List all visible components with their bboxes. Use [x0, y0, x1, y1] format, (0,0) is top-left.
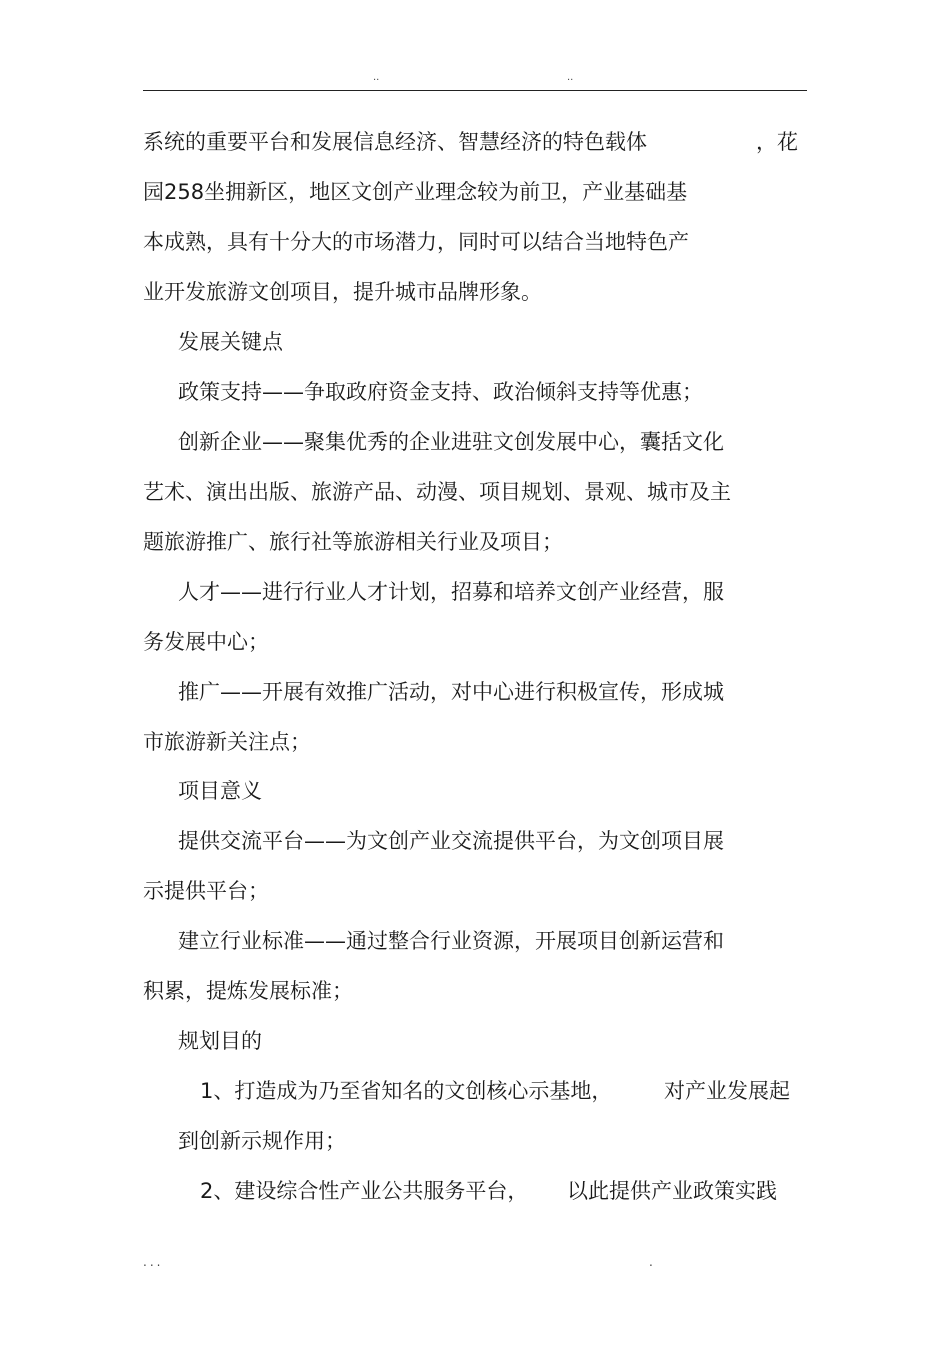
paragraph-line: 提供交流平台——为文创产业交流提供平台，为文创项目展 — [178, 829, 724, 853]
list-item-line: 到创新示规作用； — [178, 1129, 346, 1153]
line-text: 系统的重要平台和发展信息经济、智慧经济的特色载体 — [143, 130, 647, 154]
section-heading: 发展关键点 — [178, 330, 283, 354]
paragraph-line: 创新企业——聚集优秀的企业进驻文创发展中心，囊括文化 — [178, 430, 724, 454]
paragraph-line: 艺术、演出出版、旅游产品、动漫、项目规划、景观、城市及主 — [143, 480, 731, 504]
section-heading: 项目意义 — [178, 779, 262, 803]
paragraph-line: 本成熟，具有十分大的市场潜力，同时可以结合当地特色产 — [143, 230, 689, 254]
line-text: 1、打造成为乃至省知名的文创核心示基地， — [200, 1079, 613, 1103]
list-item-line — [200, 1077, 612, 1105]
list-item-line — [200, 1177, 528, 1205]
paragraph-line — [143, 128, 647, 156]
header-rule — [143, 90, 807, 91]
line-tail: 以此提供产业政策实践 — [567, 1179, 777, 1203]
line-tail: ，花 — [756, 130, 798, 154]
paragraph-line: 积累，提炼发展标准； — [143, 979, 353, 1003]
line-text: 2、建设综合性产业公共服务平台， — [200, 1179, 529, 1203]
paragraph-line: 示提供平台； — [143, 879, 269, 903]
paragraph-line: 题旅游推广、旅行社等旅游相关行业及项目； — [143, 530, 563, 554]
paragraph-line: 务发展中心； — [143, 630, 269, 654]
line-tail: 对产业发展起 — [664, 1079, 790, 1103]
paragraph-line: 推广——开展有效推广活动，对中心进行积极宣传，形成城 — [178, 680, 724, 704]
header-dot-left: .. — [373, 72, 380, 83]
paragraph-line: 人才——进行行业人才计划，招募和培养文创产业经营，服 — [178, 580, 724, 604]
footer-dot-right: . — [649, 1255, 656, 1269]
paragraph-line: 建立行业标准——通过整合行业资源，开展项目创新运营和 — [178, 929, 724, 953]
paragraph-line: 政策支持——争取政府资金支持、政治倾斜支持等优惠； — [178, 380, 703, 404]
paragraph-line-tail — [756, 128, 798, 156]
header-dot-right: .. — [567, 72, 574, 83]
paragraph-line: 市旅游新关注点； — [143, 730, 311, 754]
section-heading: 规划目的 — [178, 1029, 262, 1053]
list-item-line-tail — [567, 1177, 777, 1205]
list-item-line-tail — [664, 1077, 790, 1105]
paragraph-line: 业开发旅游文创项目，提升城市品牌形象。 — [143, 280, 542, 304]
footer-dot-left: ... — [143, 1255, 164, 1269]
paragraph-line: 园258坐拥新区，地区文创产业理念较为前卫，产业基础基 — [143, 180, 688, 204]
